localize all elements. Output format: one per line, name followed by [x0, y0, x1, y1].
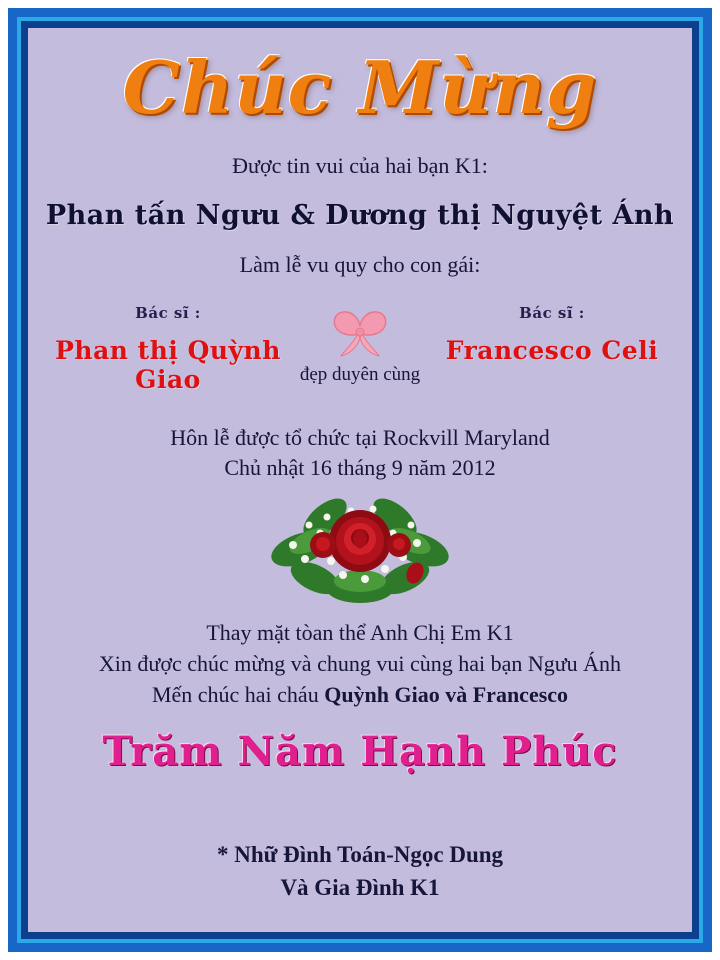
signature-line-1: * Nhữ Đình Toán-Ngọc Dung	[216, 842, 504, 867]
groom-title: Bác sĩ :	[519, 304, 585, 322]
big-wish-text: Trăm Năm Hạnh Phúc	[102, 728, 618, 775]
signature-line-2: Và Gia Đình K1	[280, 875, 440, 901]
wish-line-3-prefix: Mến chúc hai cháu	[151, 681, 325, 707]
join-word: đẹp duyên cùng	[299, 364, 421, 385]
card-content-area	[28, 28, 692, 932]
parents-names: Phan tấn Ngưu & Dương thị Nguyệt Ánh	[45, 200, 675, 231]
groom-block	[422, 304, 682, 365]
pink-ribbon-icon	[315, 304, 405, 360]
wish-line-3	[28, 680, 692, 711]
bride-title: Bác sĩ :	[135, 304, 201, 322]
venue-line-1: Hôn lễ được tổ chức tại Rockvill Maryland	[170, 425, 550, 450]
announcement-text: Được tin vui của hai bạn K1:	[232, 153, 488, 178]
signature-block	[68, 838, 652, 905]
wish-line-2: Xin được chúc mừng và chung vui cùng hai bạn Ngưu Ánh	[98, 650, 622, 676]
wish-line-1: Thay mặt tòan thể Anh Chị Em K1	[206, 620, 514, 645]
wish-line-3-names: Quỳnh Giao và Francesco	[324, 681, 569, 707]
venue-line-2: Chủ nhật 16 tháng 9 năm 2012	[224, 454, 496, 480]
bride-name: Phan thị Quỳnh Giao	[55, 336, 281, 394]
card-title: Chúc Mừng	[122, 45, 598, 130]
wishes-block	[28, 618, 692, 710]
couple-row	[28, 304, 692, 404]
venue-info	[28, 423, 692, 482]
red-rose-bouquet-icon	[265, 483, 455, 608]
groom-name: Francesco Celi	[445, 336, 659, 365]
ceremony-text: Làm lễ vu quy cho con gái:	[239, 252, 481, 277]
